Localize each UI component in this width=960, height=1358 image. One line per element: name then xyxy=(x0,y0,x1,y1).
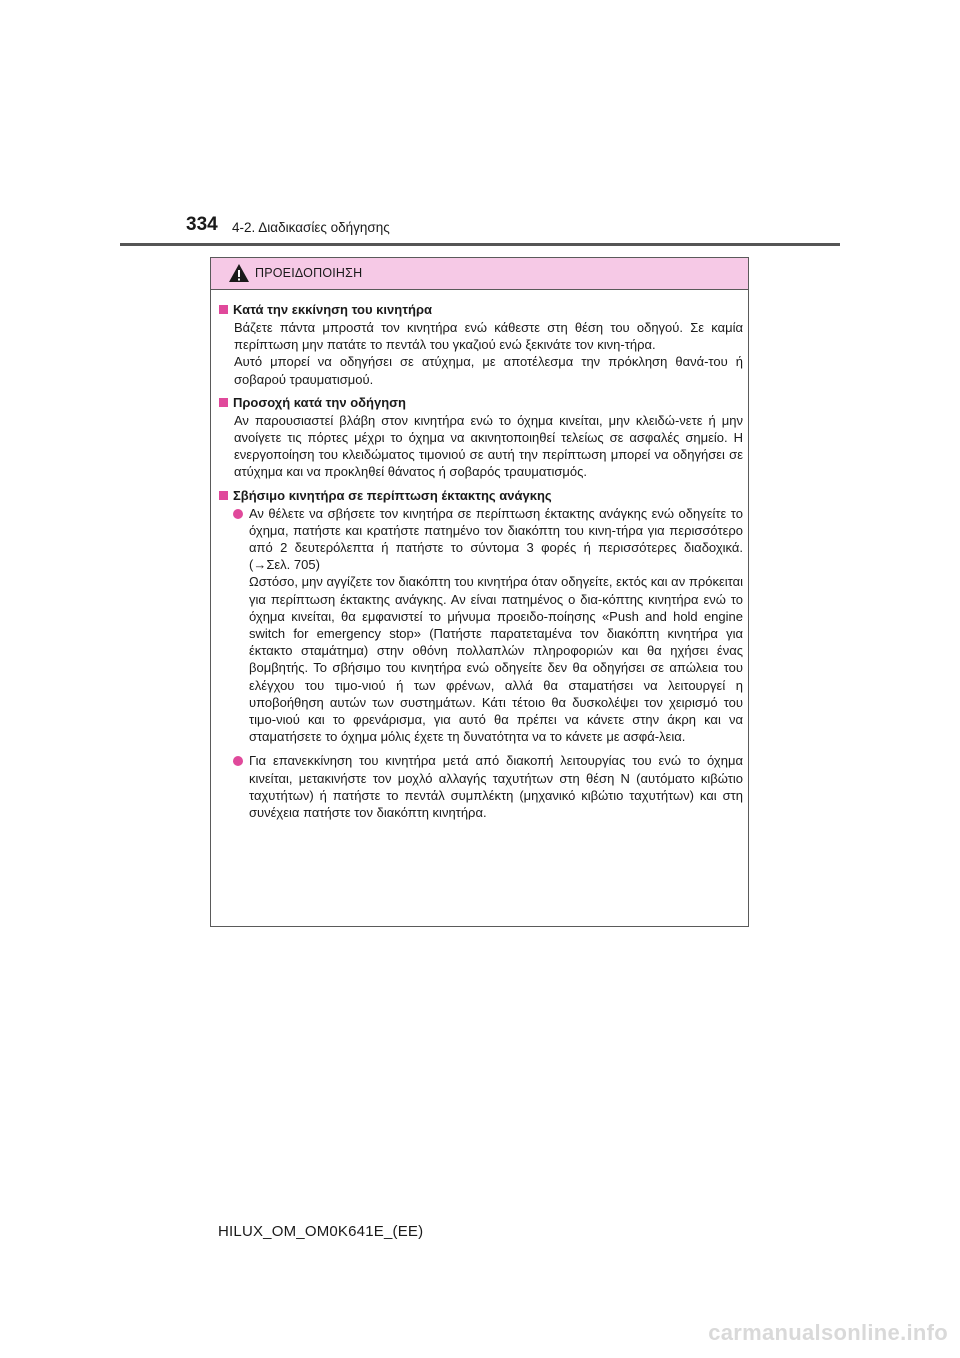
warning-header xyxy=(211,258,748,290)
section-emergency-stop xyxy=(219,487,743,822)
document-code: HILUX_OM_OM0K641E_(EE) xyxy=(218,1223,424,1240)
section-heading-text: Σβήσιμο κινητήρα σε περίπτωση έκτακτης ανάγκης xyxy=(233,487,552,503)
warning-box xyxy=(210,257,749,927)
watermark: carmanualsonline.info xyxy=(708,1320,948,1345)
paragraph: Αυτό μπορεί να οδηγήσει σε ατύχημα, με αποτέλεσμα την πρόκληση θανά-του ή σοβαρού τραυματισμού. xyxy=(234,354,743,387)
list-item xyxy=(233,505,743,746)
circle-bullet-icon xyxy=(233,509,243,519)
paragraph: Ωστόσο, μην αγγίζετε τον διακόπτη του κινητήρα όταν οδηγείτε, εκτός και αν πρόκειται για περίπτωση έκτακτης ανάγκης. Αν είναι πατημένος ο δια-κόπτης κινητήρα ενώ το όχημα κινείται, θα εμφανιστεί το μήνυμα προειδο-ποίησης «Push and hold engine switch for emergency stop» (Πατήστε παρατεταμένα τον διακόπτη κινητήρα για έκτακτο σταμάτημα) στην οθόνη πολλαπλών πληροφοριών και θα ηχήσει ένας βομβητής. Το σβήσιμο του κινητήρα ενώ οδηγείτε δεν θα οδηγήσει σε απώλεια του ελέγχου του τιμο-νιού ή των φρένων, αλλά θα σταματήσει να λειτουργεί η υποβοήθηση αυτών των συστημάτων. Κάτι τέτοιο θα δυσκολέψει τον χειρισμό του τιμο-νιού και το φρενάρισμα, για αυτό θα πρέπει να κάνετε στην άκρη και να σταματήσετε το όχημα μόλις έχετε τη δυνατότητα να το κάνετε με ασφά-λεια. xyxy=(249,574,743,745)
page-header xyxy=(186,214,826,240)
section-driving-caution xyxy=(219,394,743,481)
section-heading xyxy=(219,394,743,411)
square-bullet-icon xyxy=(219,305,228,314)
section-heading-text: Κατά την εκκίνηση του κινητήρα xyxy=(233,302,432,317)
warning-title: ΠΡΟΕΙΔΟΠΟΙΗΣΗ xyxy=(255,266,363,280)
circle-bullet-icon xyxy=(233,756,243,766)
section-heading xyxy=(219,487,743,504)
section-engine-start xyxy=(219,301,743,388)
paragraph: Αν θέλετε να σβήσετε τον κινητήρα σε περίπτωση έκτακτης ανάγκης ενώ οδηγείτε το όχημα, πατήστε και κρατήστε πατημένο τον διακόπτη του κινη-τήρα για περισσότερο από 2 δευτερόλεπτα ή πατήστε το σύντομα 3 φορές ή περισσότερες διαδοχικά. (→Σελ. 705) xyxy=(249,505,743,573)
page-number: 334 xyxy=(186,214,218,235)
section-heading xyxy=(219,301,743,318)
section-heading-text: Προσοχή κατά την οδήγηση xyxy=(233,394,406,410)
header-rule xyxy=(120,243,840,246)
square-bullet-icon xyxy=(219,491,228,500)
list-item xyxy=(233,752,743,821)
warning-triangle-icon xyxy=(228,263,250,283)
square-bullet-icon xyxy=(219,398,228,407)
paragraph: Βάζετε πάντα μπροστά τον κινητήρα ενώ κάθεστε στη θέση του οδηγού. Σε καμία περίπτωση μην πατάτε το πεντάλ του γκαζιού ενώ ξεκινάτε τον κινη-τήρα. xyxy=(234,320,743,353)
warning-content xyxy=(219,301,743,828)
paragraph: Αν παρουσιαστεί βλάβη στον κινητήρα ενώ το όχημα κινείται, μην κλειδώ-νετε ή μην ανοίγετε τις πόρτες μέχρι το όχημα να ακινητοποιηθεί τελείως σε ασφαλές σημείο. Η ενεργοποίηση του κλειδώματος τιμονιού σε αυτή την περίπτωση μπορεί να οδηγήσει σε ατύχημα και να προκληθεί θάνατος ή σοβαρός τραυματισμός. xyxy=(234,412,743,480)
section-title: 4-2. Διαδικασίες οδήγησης xyxy=(232,220,390,235)
paragraph: Για επανεκκίνηση του κινητήρα μετά από διακοπή λειτουργίας του ενώ το όχημα κινείται, μετακινήστε τον μοχλό αλλαγής ταχυτήτων στη θέση N (αυτόματο κιβώτιο ταχυτήτων) ή πατήστε το πεντάλ συμπλέκτη (μηχανικό κιβώτιο ταχυτήτων) και στη συνέχεια πατήστε τον διακόπτη κινητήρα. xyxy=(249,753,743,821)
